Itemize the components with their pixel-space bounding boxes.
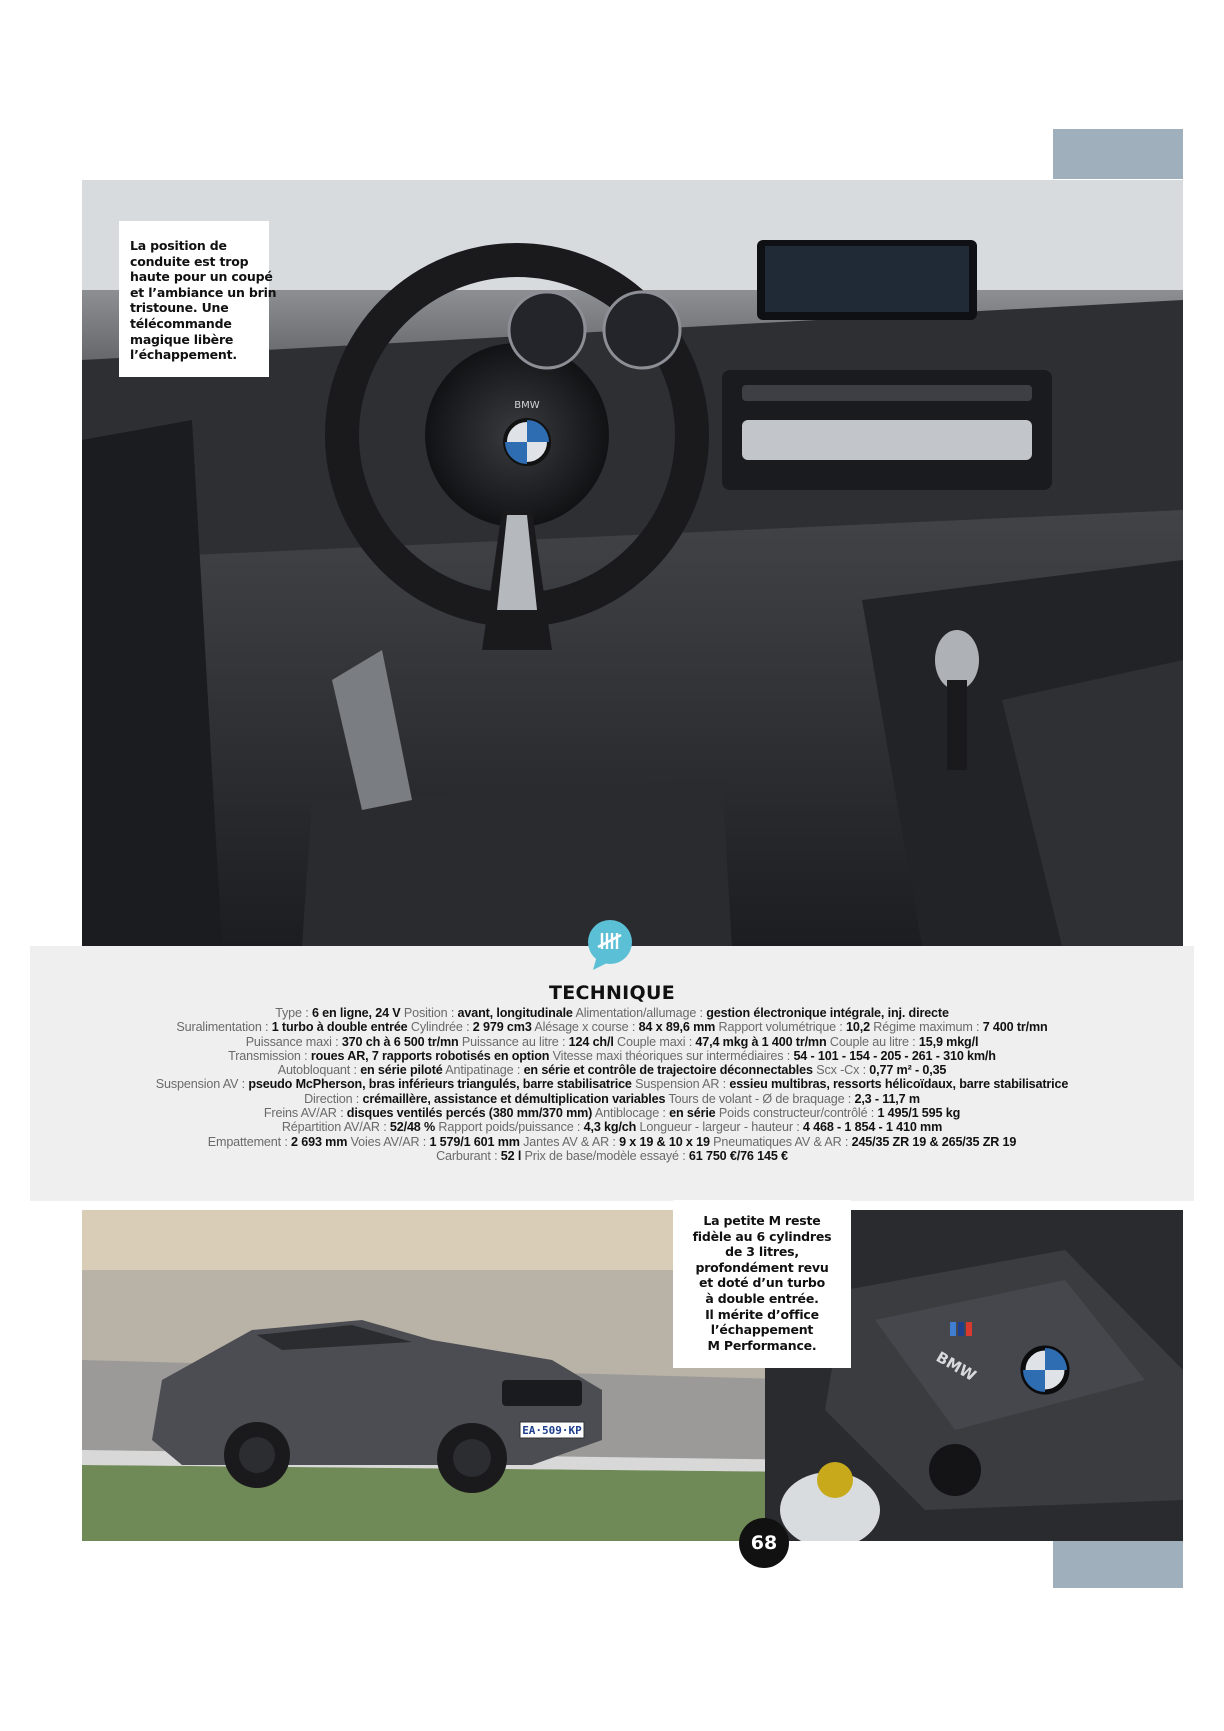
- spec-label: Rapport poids/puissance :: [435, 1120, 584, 1135]
- spec-label: Suspension AV :: [155, 1077, 249, 1092]
- caption-line: profondément revu: [695, 1259, 829, 1275]
- spec-label: Direction :: [304, 1091, 363, 1106]
- spec-label: Antiblocage :: [592, 1106, 670, 1121]
- spec-value: 4 468 - 1 854 - 1 410 mm: [802, 1120, 943, 1135]
- spec-label: Autobloquant :: [277, 1063, 361, 1078]
- spec-label: Régime maximum :: [869, 1020, 983, 1035]
- speech-bubble-icon: [585, 918, 635, 972]
- engine-brand: BMW: [933, 1347, 980, 1385]
- spec-value: 15,9 mkg/l: [918, 1034, 979, 1049]
- spec-value: en série piloté: [360, 1063, 443, 1078]
- license-plate: EA·509·KP: [522, 1424, 582, 1437]
- spec-line: [30, 1077, 1194, 1091]
- spec-label: Couple maxi :: [613, 1034, 696, 1049]
- spec-label: Pneumatiques AV & AR :: [709, 1134, 852, 1149]
- spec-line: [30, 1120, 1194, 1134]
- engine-caption: [673, 1200, 851, 1368]
- spec-label: Alésage x course :: [531, 1020, 639, 1035]
- spec-value: 1 495/1 595 kg: [877, 1106, 961, 1121]
- caption-line: de 3 litres,: [725, 1244, 799, 1260]
- spec-label: Puissance au litre :: [458, 1034, 569, 1049]
- spec-value: 0,77 m² - 0,35: [869, 1063, 947, 1078]
- spec-line: [30, 1035, 1194, 1049]
- spec-label: Prix de base/modèle essayé :: [521, 1148, 689, 1163]
- caption-line: magique libère: [130, 331, 234, 347]
- interior-caption: [119, 221, 277, 377]
- caption-line: conduite est trop: [130, 253, 249, 269]
- spec-value: 2 979 cm3: [472, 1020, 532, 1035]
- caption-line: à double entrée.: [705, 1290, 819, 1306]
- steering-wheel-brand: BMW: [514, 400, 540, 411]
- accent-block-top: [1053, 129, 1183, 179]
- spec-value: 4,3 kg/ch: [583, 1120, 637, 1135]
- caption-line: l’échappement: [710, 1322, 814, 1338]
- caption-line: haute pour un coupé: [130, 269, 273, 285]
- spec-value: en série et contrôle de trajectoire déconnectables: [523, 1063, 813, 1078]
- page-number: 68: [739, 1518, 789, 1568]
- spec-value: 52 l: [500, 1148, 522, 1163]
- spec-label: Rapport volumétrique :: [715, 1020, 847, 1035]
- spec-value: pseudo McPherson, bras inférieurs triangulés, barre stabilisatrice: [248, 1077, 632, 1092]
- spec-value: 84 x 89,6 mm: [638, 1020, 716, 1035]
- spec-line: [30, 1020, 1194, 1034]
- spec-value: essieu multibras, ressorts hélicoïdaux, barre stabilisatrice: [729, 1077, 1069, 1092]
- spec-value: 370 ch à 6 500 tr/mn: [341, 1034, 459, 1049]
- spec-value: roues AR, 7 rapports robotisés en option: [310, 1048, 550, 1063]
- spec-value: 10,2: [846, 1020, 870, 1035]
- spec-value: 245/35 ZR 19 & 265/35 ZR 19: [851, 1134, 1017, 1149]
- spec-label: Suralimentation :: [176, 1020, 272, 1035]
- spec-value: 7 400 tr/mn: [982, 1020, 1048, 1035]
- spec-line: [30, 1106, 1194, 1120]
- spec-value: 61 750 €/76 145 €: [688, 1148, 788, 1163]
- spec-label: Type :: [275, 1006, 312, 1020]
- accent-block-bottom: [1053, 1538, 1183, 1588]
- caption-line: M Performance.: [707, 1337, 817, 1353]
- spec-label: Puissance maxi :: [245, 1034, 342, 1049]
- technique-title: TECHNIQUE: [548, 982, 675, 1004]
- spec-label: Alimentation/allumage :: [572, 1006, 707, 1020]
- spec-value: 2,3 - 11,7 m: [854, 1091, 920, 1106]
- spec-label: Vitesse maxi théoriques sur intermédiaires :: [549, 1048, 794, 1063]
- spec-label: Voies AV/AR :: [347, 1134, 430, 1149]
- technique-specs: [30, 1006, 1194, 1163]
- spec-label: Freins AV/AR :: [263, 1106, 347, 1121]
- spec-label: Jantes AV & AR :: [519, 1134, 620, 1149]
- spec-line: [30, 1135, 1194, 1149]
- spec-label: Poids constructeur/contrôlé :: [715, 1106, 878, 1121]
- spec-label: Tours de volant - Ø de braquage :: [665, 1091, 855, 1106]
- caption-line: télécommande: [130, 315, 232, 331]
- spec-value: 2 693 mm: [291, 1134, 348, 1149]
- spec-value: avant, longitudinale: [457, 1006, 573, 1020]
- spec-label: Longueur - largeur - hauteur :: [636, 1120, 803, 1135]
- spec-label: Couple au litre :: [826, 1034, 919, 1049]
- caption-line: Il mérite d’office: [705, 1306, 819, 1322]
- caption-line: l’échappement.: [130, 347, 237, 363]
- spec-label: Transmission :: [228, 1048, 311, 1063]
- spec-label: Antipatinage :: [442, 1063, 524, 1078]
- spec-value: 9 x 19 & 10 x 19: [619, 1134, 710, 1149]
- spec-label: Cylindrée :: [407, 1020, 473, 1035]
- spec-value: crémaillère, assistance et démultiplication variables: [362, 1091, 666, 1106]
- caption-line: La position de: [130, 238, 227, 253]
- spec-label: Empattement :: [207, 1134, 292, 1149]
- spec-label: Scx -Cx :: [812, 1063, 870, 1078]
- spec-value: 6 en ligne, 24 V: [311, 1006, 401, 1020]
- spec-line: [30, 1149, 1194, 1163]
- spec-line: [30, 1006, 1194, 1020]
- spec-label: Répartition AV/AR :: [281, 1120, 390, 1135]
- spec-value: 1 turbo à double entrée: [271, 1020, 408, 1035]
- spec-value: 1 579/1 601 mm: [429, 1134, 520, 1149]
- spec-value: 47,4 mkg à 1 400 tr/mn: [695, 1034, 827, 1049]
- spec-value: en série: [669, 1106, 716, 1121]
- caption-line: La petite M reste: [703, 1213, 821, 1228]
- spec-value: gestion électronique intégrale, inj. directe: [706, 1006, 949, 1020]
- spec-value: disques ventilés percés (380 mm/370 mm): [346, 1106, 593, 1121]
- spec-line: [30, 1092, 1194, 1106]
- spec-line: [30, 1049, 1194, 1063]
- caption-line: et doté d’un turbo: [699, 1275, 825, 1291]
- spec-value: 54 - 101 - 154 - 205 - 261 - 310 km/h: [793, 1048, 996, 1063]
- caption-line: et l’ambiance un brin: [130, 284, 277, 300]
- caption-line: tristoune. Une: [130, 300, 229, 316]
- spec-label: Position :: [400, 1006, 458, 1020]
- spec-label: Carburant :: [436, 1148, 501, 1163]
- spec-value: 52/48 %: [389, 1120, 436, 1135]
- spec-line: [30, 1063, 1194, 1077]
- spec-value: 124 ch/l: [568, 1034, 614, 1049]
- spec-label: Suspension AR :: [631, 1077, 730, 1092]
- caption-line: fidèle au 6 cylindres: [692, 1228, 832, 1244]
